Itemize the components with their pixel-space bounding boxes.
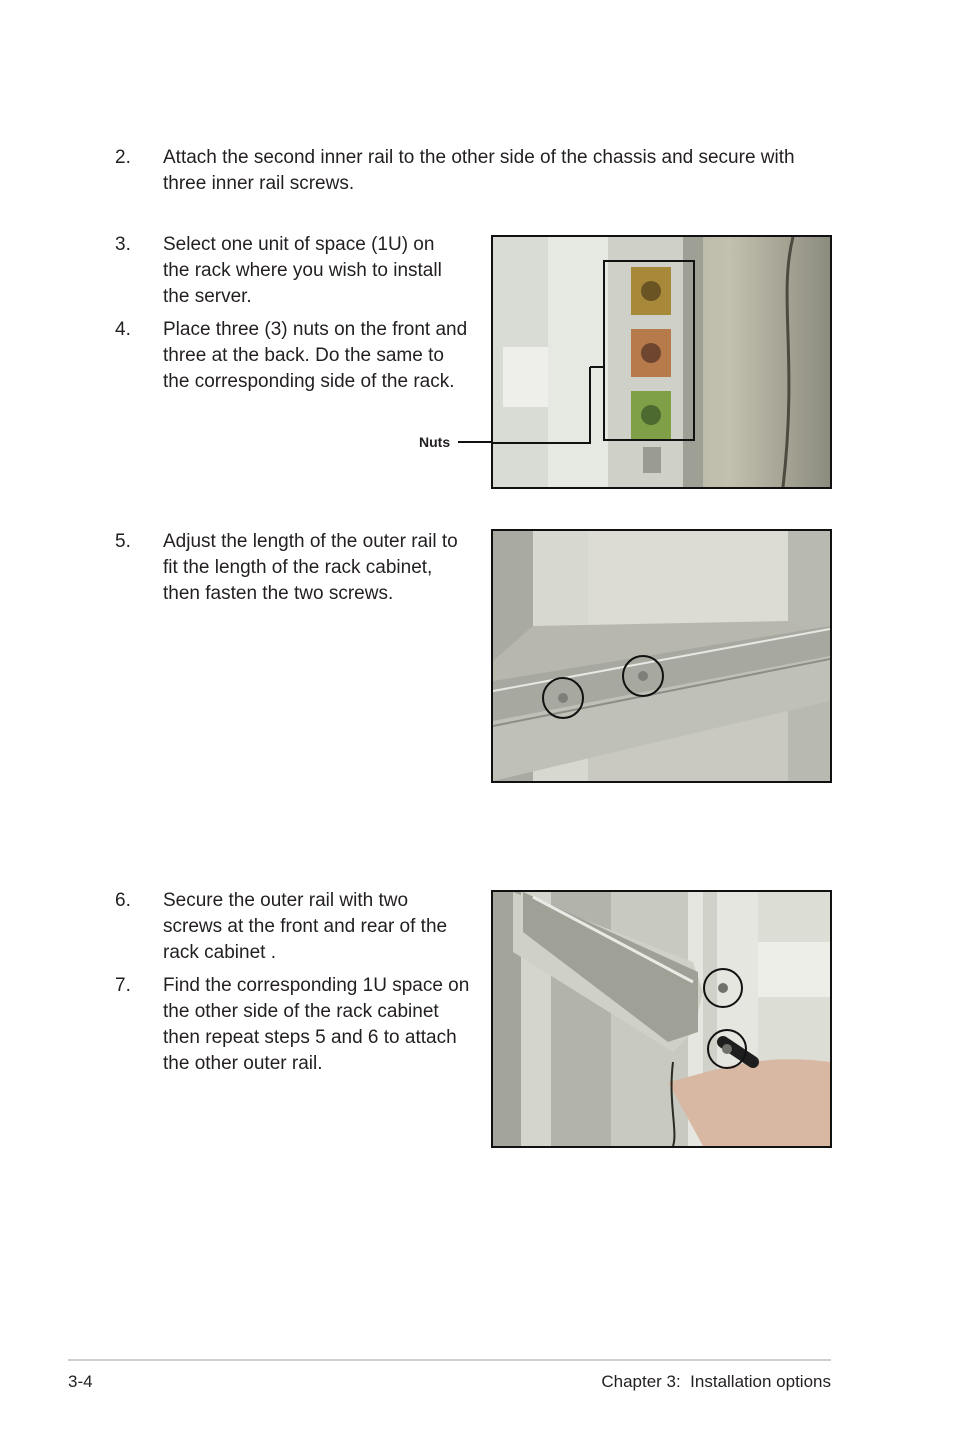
step-number: 2.: [115, 147, 131, 168]
nuts-photo: [491, 235, 832, 489]
step-text: Adjust the length of the outer rail to fit the length of the rack cabinet, then fasten the two screws.: [163, 531, 458, 604]
step-number: 6.: [115, 890, 131, 911]
step-text: Find the corresponding 1U space on the other side of the rack cabinet then repeat steps 5 and 6 to attach the other outer rail.: [163, 975, 470, 1074]
step-number: 3.: [115, 234, 131, 255]
step-number: 4.: [115, 319, 131, 340]
step-text: Place three (3) nuts on the front and three at the back. Do the same to the corresponding side of the rack.: [163, 319, 468, 392]
chapter-title: Chapter 3: Installation options: [601, 1372, 831, 1391]
step-text: Attach the second inner rail to the other side of the chassis and secure with three inner rail screws.: [163, 147, 795, 194]
nuts-leader-line: [458, 441, 493, 443]
page-number: 3-4: [68, 1372, 93, 1391]
step-number: 5.: [115, 531, 131, 552]
nuts-label: Nuts: [419, 434, 451, 450]
secure-rail-photo: [491, 890, 832, 1148]
step-number: 7.: [115, 975, 131, 996]
footer-rule: [68, 1359, 831, 1361]
outer-rail-photo: [491, 529, 832, 783]
step-text: Select one unit of space (1U) on the rack where you wish to install the server.: [163, 234, 442, 307]
step-text: Secure the outer rail with two screws at the front and rear of the rack cabinet .: [163, 890, 448, 963]
